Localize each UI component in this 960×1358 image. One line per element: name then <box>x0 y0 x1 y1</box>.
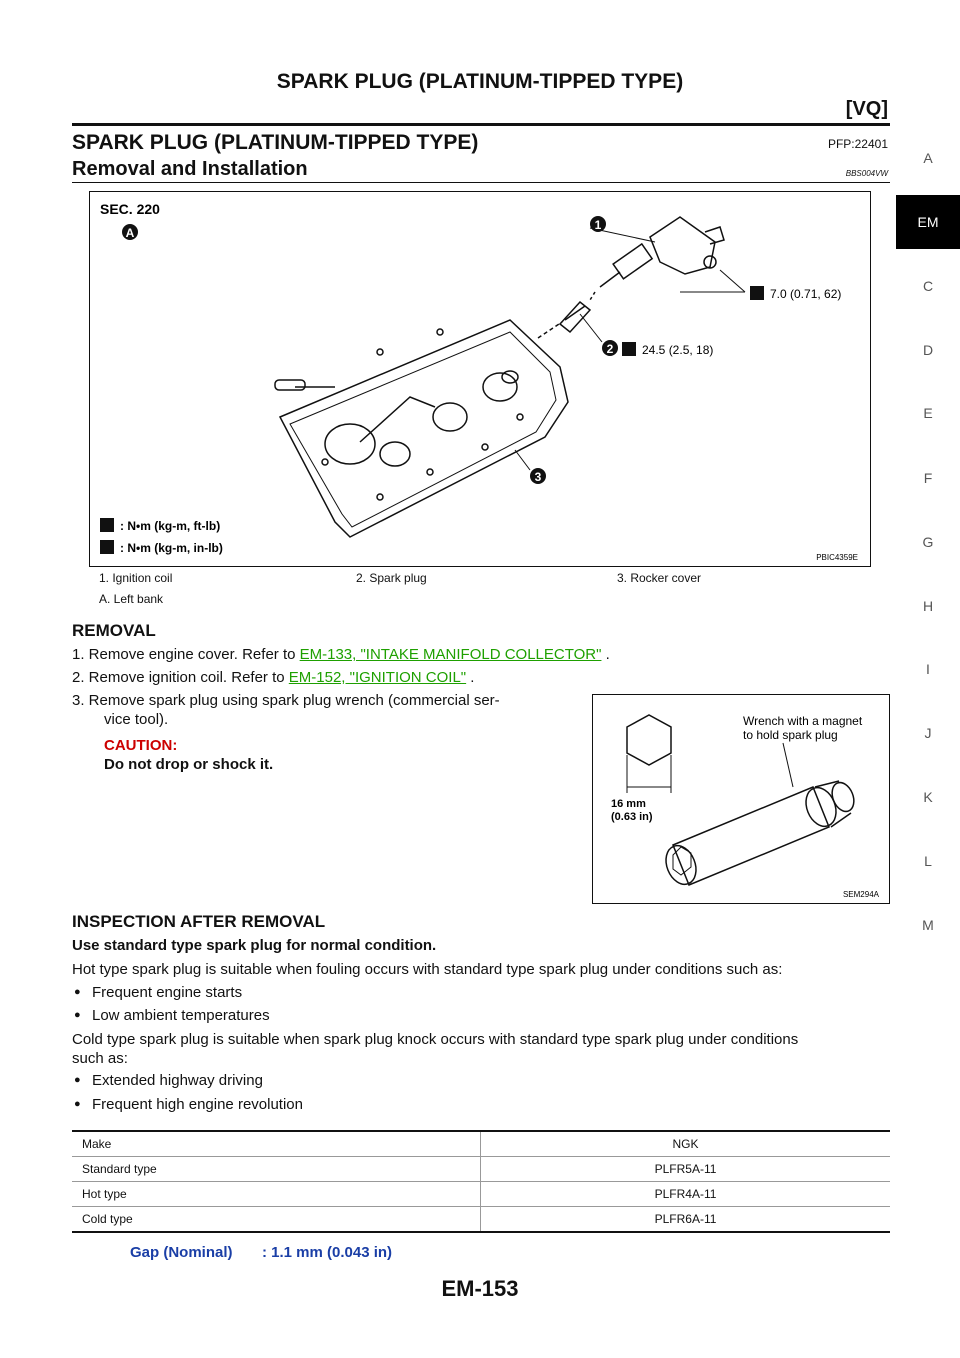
ignition-coil-drawing <box>590 217 724 300</box>
rocker-cover-drawing <box>275 320 568 537</box>
part-number: PFP:22401 <box>827 137 888 151</box>
table-row <box>72 1132 890 1157</box>
link-ignition-coil[interactable]: EM-152, "IGNITION COIL" <box>288 669 467 686</box>
exploded-view-illustration <box>90 192 870 566</box>
socket-wrench-drawing <box>661 779 858 888</box>
caption-left-bank: A. Left bank <box>99 592 164 606</box>
torque-wrench-icon <box>750 286 764 300</box>
subsection-title: Removal and Installation <box>72 158 308 180</box>
torque-1-value: 7.0 (0.71, 62) <box>770 287 842 301</box>
inspection-cold-intro-line2: such as: <box>72 1050 128 1067</box>
gap-label: Gap (Nominal) <box>130 1244 233 1261</box>
section-title: SPARK PLUG (PLATINUM-TIPPED TYPE) <box>72 131 479 154</box>
figure-id: PBIC4359E <box>816 553 858 562</box>
wrench-illustration <box>593 695 889 903</box>
removal-step-3-line1: 3. Remove spark plug using spark plug wrench (commercial ser- <box>72 692 500 709</box>
spark-plug-drawing <box>538 302 590 338</box>
inspection-heading: INSPECTION AFTER REMOVAL <box>72 912 326 931</box>
inspection-cold-intro-line1: Cold type spark plug is suitable when spark plug knock occurs with standard type spark plug under conditions <box>72 1031 799 1048</box>
spec-value: PLFR6A-11 <box>481 1207 891 1232</box>
table-row <box>72 1157 890 1182</box>
spec-value: PLFR5A-11 <box>481 1157 891 1182</box>
caution-heading: CAUTION: <box>104 737 178 754</box>
callout-3-text: 3 <box>534 470 542 484</box>
bullet-high-revolution: ● Frequent high engine revolution <box>92 1096 303 1113</box>
spark-plug-exploded-diagram <box>89 191 871 567</box>
size-mm: 16 mm <box>611 798 646 810</box>
running-header-title: SPARK PLUG (PLATINUM-TIPPED TYPE) <box>276 70 684 93</box>
legend-ftlb-icon <box>100 518 114 532</box>
callout-1-text: 1 <box>594 218 602 232</box>
size-in: (0.63 in) <box>611 811 653 823</box>
bullet-low-temperatures: ● Low ambient temperatures <box>92 1007 270 1024</box>
removal-step-2: 2. Remove ignition coil. Refer to EM-152, "IGNITION COIL" . <box>72 669 475 686</box>
legend-ftlb: : N•m (kg-m, ft-lb) <box>120 519 221 533</box>
side-tab-m[interactable]: M <box>922 917 934 933</box>
page-number: EM-153 <box>441 1276 519 1301</box>
side-tab-a[interactable]: A <box>923 150 933 166</box>
spec-label: Hot type <box>72 1182 481 1207</box>
callout-2-text: 2 <box>606 342 614 356</box>
table-row <box>72 1207 890 1232</box>
removal-step-1: 1. Remove engine cover. Refer to EM-133, "INTAKE MANIFOLD COLLECTOR" . <box>72 646 610 663</box>
side-tab-c[interactable]: C <box>922 278 934 294</box>
bullet-highway-driving: ● Extended highway driving <box>92 1072 263 1089</box>
sec-label: SEC. 220 <box>100 201 160 217</box>
note-leader <box>783 743 793 787</box>
side-tab-i[interactable]: I <box>926 661 930 677</box>
removal-heading: REMOVAL <box>72 621 156 640</box>
caution-body: Do not drop or shock it. <box>104 756 274 773</box>
wrench-note-line2: to hold spark plug <box>743 728 838 742</box>
side-tab-g[interactable]: G <box>922 534 934 550</box>
torque-2-value: 24.5 (2.5, 18) <box>642 343 714 357</box>
side-tab-f[interactable]: F <box>923 470 933 486</box>
inspection-hot-intro: Hot type spark plug is suitable when fouling occurs with standard type spark plug under conditions such as: <box>72 961 783 978</box>
figure-id: SEM294A <box>842 890 879 899</box>
torque-wrench-icon <box>622 342 636 356</box>
running-header-code: [VQ] <box>845 98 888 120</box>
side-tab-d[interactable]: D <box>922 342 934 358</box>
wrench-note-line1: Wrench with a magnet <box>743 714 863 728</box>
bullet-frequent-starts: ● Frequent engine starts <box>92 984 242 1001</box>
caption-ignition-coil: 1. Ignition coil <box>99 571 173 585</box>
caption-rocker-cover: 3. Rocker cover <box>617 571 702 585</box>
side-tab-l[interactable]: L <box>924 853 932 869</box>
removal-step-3-line2: vice tool). <box>104 711 169 728</box>
gap-value: : 1.1 mm (0.043 in) <box>262 1244 393 1261</box>
spark-plug-spec-table <box>72 1130 890 1233</box>
subsection-rule <box>72 182 890 183</box>
spec-table <box>72 1132 890 1231</box>
hex-nut-drawing <box>627 715 671 765</box>
side-tab-em[interactable]: EM <box>896 195 960 249</box>
spec-value: NGK <box>481 1132 891 1157</box>
spec-label: Standard type <box>72 1157 481 1182</box>
spec-label: Make <box>72 1132 481 1157</box>
label-a-text: A <box>125 226 135 240</box>
spec-label: Cold type <box>82 1212 133 1226</box>
legend-inlb-icon <box>100 540 114 554</box>
link-intake-manifold-collector[interactable]: EM-133, "INTAKE MANIFOLD COLLECTOR" <box>299 646 602 663</box>
spark-plug-wrench-diagram <box>592 694 890 904</box>
header-rule <box>72 123 890 126</box>
side-tab-h[interactable]: H <box>922 598 934 614</box>
side-tab-j[interactable]: J <box>924 725 932 741</box>
side-tab-k[interactable]: K <box>923 789 933 805</box>
table-row <box>72 1182 890 1207</box>
legend-inlb: : N•m (kg-m, in-lb) <box>120 541 223 555</box>
caption-spark-plug: 2. Spark plug <box>356 571 427 585</box>
inspection-standard-note: Use standard type spark plug for normal condition. <box>72 937 437 954</box>
spec-value: PLFR4A-11 <box>481 1182 891 1207</box>
side-tab-e[interactable]: E <box>923 405 933 421</box>
reference-code: BBS004VW <box>845 169 888 178</box>
